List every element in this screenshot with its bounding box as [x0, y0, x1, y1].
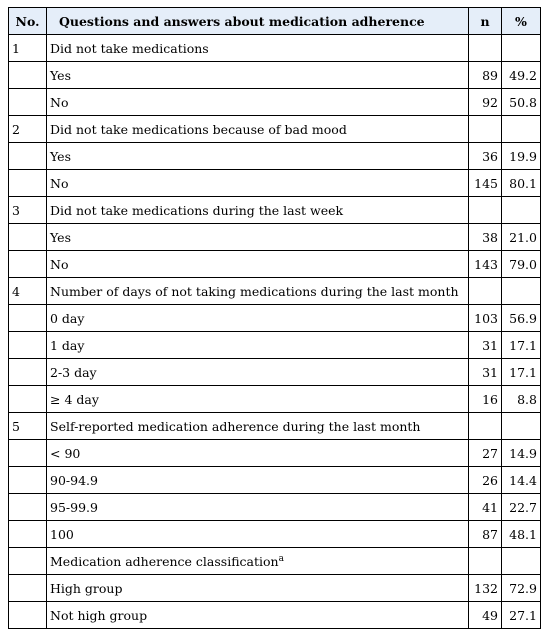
percent-cell-text: 14.4: [509, 472, 537, 488]
row-number: [9, 62, 47, 89]
row-label: [47, 170, 469, 197]
row-number: [9, 89, 47, 116]
row-label: [47, 89, 469, 116]
count-cell: [469, 170, 502, 197]
count-cell-text: 89: [482, 67, 498, 83]
table-row: [9, 359, 541, 386]
row-number: [9, 143, 47, 170]
count-cell: [469, 143, 502, 170]
row-label: [47, 197, 469, 224]
percent-cell: [502, 197, 541, 224]
count-cell: [469, 494, 502, 521]
row-label: [47, 305, 469, 332]
count-cell-text: 16: [482, 391, 498, 407]
row-label: [47, 413, 469, 440]
count-cell-text: 27: [482, 445, 498, 461]
row-label-text: 2-3 day: [50, 364, 97, 380]
table-row: [9, 170, 541, 197]
table-row: [9, 35, 541, 62]
row-label-text: Not high group: [50, 607, 148, 623]
header-no: No.: [9, 8, 47, 35]
percent-cell: [502, 35, 541, 62]
percent-cell-text: 50.8: [509, 94, 537, 110]
count-cell: [469, 251, 502, 278]
row-label-text: Did not take medications during the last week: [50, 202, 344, 218]
row-number: [9, 521, 47, 548]
count-cell: [469, 467, 502, 494]
count-cell: [469, 116, 502, 143]
percent-cell: [502, 224, 541, 251]
percent-cell-text: 56.9: [509, 310, 537, 326]
count-cell-text: 38: [482, 229, 498, 245]
row-label-text: Number of days of not taking medications during the last month: [50, 283, 459, 299]
percent-cell: [502, 278, 541, 305]
percent-cell: [502, 305, 541, 332]
row-number: [9, 575, 47, 602]
table-row: [9, 413, 541, 440]
row-label: [47, 224, 469, 251]
percent-cell: [502, 467, 541, 494]
row-label: [47, 278, 469, 305]
percent-cell-text: 80.1: [509, 175, 537, 191]
row-label: [47, 35, 469, 62]
row-label-text: Self-reported medication adherence during the last month: [50, 418, 421, 434]
count-cell-text: 36: [482, 148, 498, 164]
count-cell-text: 145: [474, 175, 498, 191]
row-number: [9, 386, 47, 413]
percent-cell-text: 21.0: [509, 229, 537, 245]
row-number: [9, 170, 47, 197]
percent-cell: [502, 89, 541, 116]
row-label-text: < 90: [50, 445, 81, 461]
percent-cell-text: 17.1: [509, 337, 537, 353]
count-cell: [469, 602, 502, 629]
count-cell: [469, 332, 502, 359]
percent-cell-text: 49.2: [509, 67, 537, 83]
row-label-text: Did not take medications: [50, 40, 209, 56]
row-label: [47, 575, 469, 602]
table-row: [9, 278, 541, 305]
row-label-text: High group: [50, 580, 123, 596]
percent-cell: [502, 494, 541, 521]
row-label: [47, 332, 469, 359]
row-number: [9, 359, 47, 386]
row-label-text: Did not take medications because of bad mood: [50, 121, 347, 137]
count-cell-text: 87: [482, 526, 498, 542]
count-cell-text: 143: [474, 256, 498, 272]
row-label-text: 100: [50, 526, 74, 542]
row-label-text: 90-94.9: [50, 472, 98, 488]
percent-cell: [502, 575, 541, 602]
table-row: [9, 143, 541, 170]
row-label: [47, 494, 469, 521]
row-number-text: 3: [12, 202, 20, 218]
row-number-text: 4: [12, 283, 20, 299]
row-label: [47, 386, 469, 413]
row-label: [47, 467, 469, 494]
percent-cell: [502, 521, 541, 548]
percent-cell: [502, 170, 541, 197]
row-number: [9, 332, 47, 359]
header-row: [9, 8, 541, 35]
count-cell: [469, 224, 502, 251]
percent-cell: [502, 602, 541, 629]
row-number: [9, 494, 47, 521]
row-label-text: ≥ 4 day: [50, 391, 99, 407]
percent-cell: [502, 251, 541, 278]
percent-cell-text: 48.1: [509, 526, 537, 542]
row-number: [9, 197, 47, 224]
count-cell-text: 41: [482, 499, 498, 515]
header-question: Questions and answers about medication adherence: [47, 8, 469, 35]
header-percent: %: [502, 8, 541, 35]
row-label: [47, 251, 469, 278]
table-row: [9, 62, 541, 89]
count-cell: [469, 440, 502, 467]
percent-cell: [502, 332, 541, 359]
count-cell: [469, 386, 502, 413]
table-row: [9, 332, 541, 359]
percent-cell: [502, 386, 541, 413]
row-number: [9, 467, 47, 494]
count-cell: [469, 548, 502, 575]
table-body: [9, 35, 541, 629]
percent-cell: [502, 143, 541, 170]
count-cell: [469, 62, 502, 89]
medication-adherence-table: [8, 7, 541, 629]
footnote-marker: a: [278, 553, 284, 564]
table-row: [9, 575, 541, 602]
table-row: [9, 224, 541, 251]
percent-cell: [502, 440, 541, 467]
count-cell-text: 49: [482, 607, 498, 623]
row-number: [9, 224, 47, 251]
row-number: [9, 116, 47, 143]
percent-cell-text: 79.0: [509, 256, 537, 272]
row-label: [47, 548, 469, 575]
row-number: [9, 251, 47, 278]
row-label-text: No: [50, 94, 69, 110]
percent-cell: [502, 413, 541, 440]
percent-cell: [502, 62, 541, 89]
percent-cell-text: 8.8: [517, 391, 537, 407]
count-cell: [469, 89, 502, 116]
table-row: [9, 467, 541, 494]
row-label-text: No: [50, 175, 69, 191]
row-number: [9, 413, 47, 440]
row-number: [9, 305, 47, 332]
percent-cell: [502, 116, 541, 143]
row-label: [47, 359, 469, 386]
percent-cell: [502, 548, 541, 575]
table-row: [9, 548, 541, 575]
row-number: [9, 278, 47, 305]
row-number-text: 1: [12, 40, 20, 56]
percent-cell-text: 27.1: [509, 607, 537, 623]
count-cell-text: 31: [482, 364, 498, 380]
table-row: [9, 251, 541, 278]
count-cell: [469, 413, 502, 440]
count-cell: [469, 35, 502, 62]
row-label-text: Yes: [50, 229, 71, 245]
row-label-text: No: [50, 256, 69, 272]
row-number: [9, 602, 47, 629]
row-label-text: Medication adherence classification: [50, 553, 279, 569]
table-row: [9, 89, 541, 116]
percent-cell-text: 22.7: [509, 499, 537, 515]
row-number-text: 2: [12, 121, 20, 137]
table-row: [9, 521, 541, 548]
header-n: n: [469, 8, 502, 35]
count-cell-text: 26: [482, 472, 498, 488]
table-row: [9, 440, 541, 467]
percent-cell: [502, 359, 541, 386]
count-cell: [469, 197, 502, 224]
row-label: [47, 440, 469, 467]
count-cell: [469, 359, 502, 386]
table-row: [9, 494, 541, 521]
percent-cell-text: 14.9: [509, 445, 537, 461]
table-row: [9, 116, 541, 143]
count-cell-text: 31: [482, 337, 498, 353]
table-row: [9, 305, 541, 332]
count-cell-text: 103: [474, 310, 498, 326]
row-label: [47, 62, 469, 89]
row-label: [47, 521, 469, 548]
row-label-text: 0 day: [50, 310, 85, 326]
row-number: [9, 440, 47, 467]
count-cell: [469, 575, 502, 602]
count-cell-text: 132: [474, 580, 498, 596]
row-number-text: 5: [12, 418, 20, 434]
count-cell: [469, 305, 502, 332]
percent-cell-text: 17.1: [509, 364, 537, 380]
table-row: [9, 602, 541, 629]
row-label: [47, 602, 469, 629]
count-cell-text: 92: [482, 94, 498, 110]
count-cell: [469, 278, 502, 305]
table-header: [9, 8, 541, 35]
row-label-text: 1 day: [50, 337, 85, 353]
row-label-text: 95-99.9: [50, 499, 98, 515]
row-label: [47, 143, 469, 170]
percent-cell-text: 72.9: [509, 580, 537, 596]
row-number: [9, 548, 47, 575]
table-row: [9, 386, 541, 413]
table-row: [9, 197, 541, 224]
row-label: [47, 116, 469, 143]
percent-cell-text: 19.9: [509, 148, 537, 164]
row-number: [9, 35, 47, 62]
count-cell: [469, 521, 502, 548]
row-label-text: Yes: [50, 67, 71, 83]
row-label-text: Yes: [50, 148, 71, 164]
